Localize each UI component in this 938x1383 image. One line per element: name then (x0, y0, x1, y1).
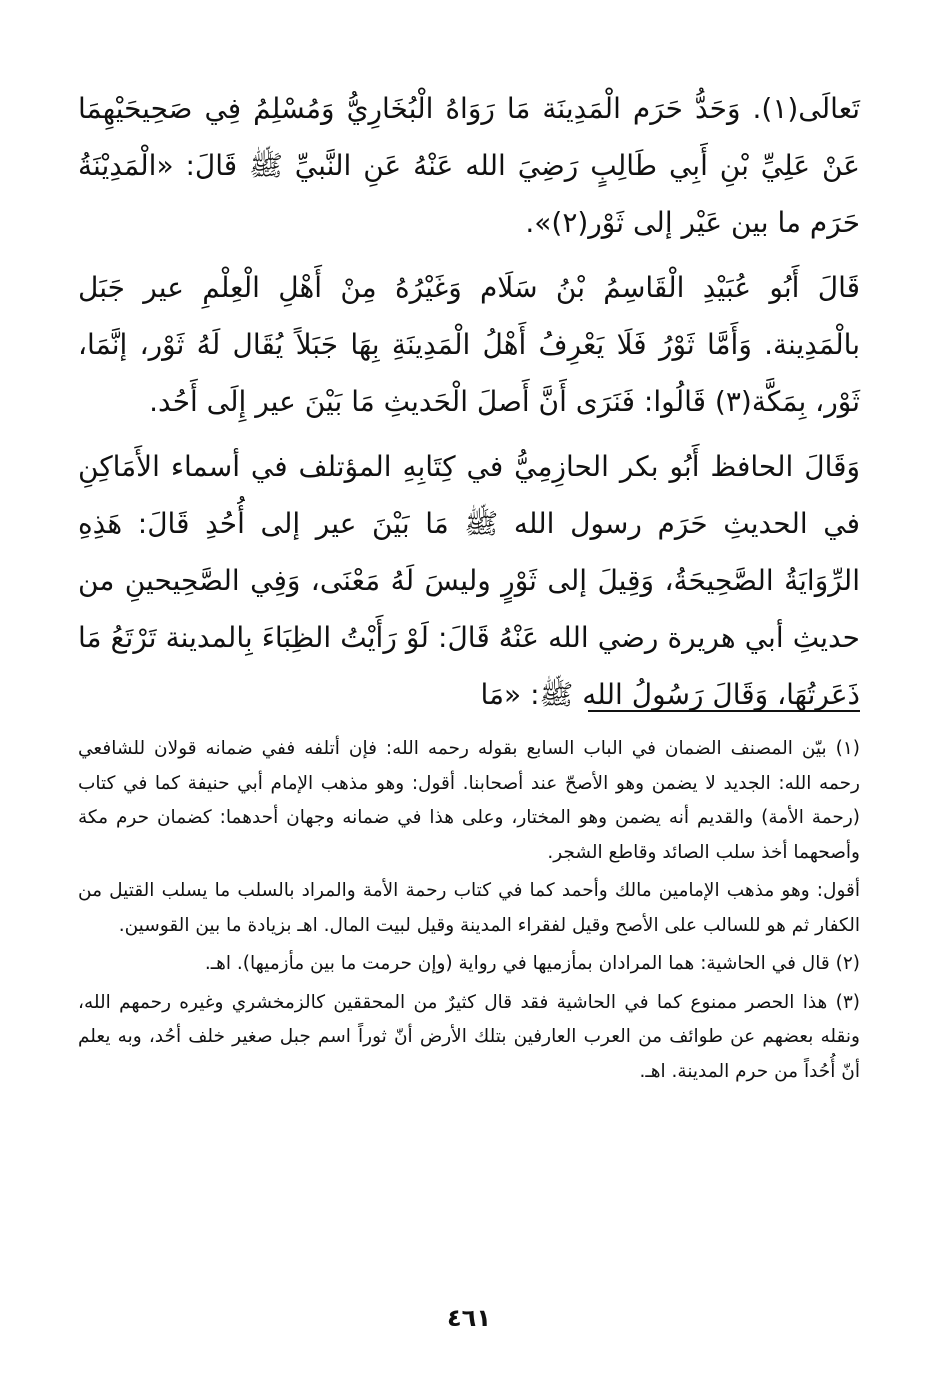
footnote-2: (٢) قال في الحاشية: هما المرادان بمأزميها في رواية (وإن حرمت ما بين مأزميها). اهـ. (204, 953, 860, 974)
main-paragraph-2: قَالَ أَبُو عُبَيْدِ الْقَاسِمُ بْنُ سَلَام وَغَيْرُهُ مِنْ أَهْلِ الْعِلْمِ عير جَبَل بالْمَدِينة. وَأَمَّا ثَوْرُ فَلَا يَعْرِفُ أَهْلُ الْمَدِينَةِ بِهَا جَبَلاً يُقَال لَهُ ثَوْر، إنَّمَا، ثَوْر، بِمَكَّة(٣) قَالُوا: فَنَرَى أَنَّ أَصلَ الْحَديثِ مَا بَيْنَ عير إِلَى أَحُد. (78, 271, 860, 418)
footnote-1: (١) بيّن المصنف الضمان في الباب السابع بقوله رحمه الله: فإن أتلفه ففي ضمانه قولان للشافعي رحمه الله: الجديد لا يضمن وهو الأصحّ عند أصحابنا. أقول: وهو مذهب الإمام أبي حنيفة كما في كتاب (رحمة الأمة) والقديم أنه يضمن وهو المختار، وعلى هذا في ضمانه وجهان أحدهما: كضمان حرم مكة وأصحهما أخذ سلب الصائد وقاطع الشجر. (78, 738, 860, 863)
footnote-1-continuation: أقول: وهو مذهب الإمامين مالك وأحمد كما في كتاب رحمة الأمة والمراد بالسلب ما يسلب القتيل من الكفار ثم هو للسالب على الأصح وقيل لفقراء المدينة وقيل لبيت المال. اهـ بزيادة ما بين القوسين. (78, 880, 860, 936)
footnote-3: (٣) هذا الحصر ممنوع كما في الحاشية فقد قال كثيرٌ من المحققين كالزمخشري وغيره رحمهم الله، ونقله بعضهم عن طوائف من العرب العارفين بتلك الأرض أنّ ثوراً اسم جبل صغير خلف أحُد، وبه يعلم أنّ أُحُداً من حرم المدينة. اهـ. (78, 991, 860, 1082)
main-text (78, 80, 860, 723)
book-page (78, 80, 860, 1360)
main-paragraph-3: وَقَالَ الحافظ أَبُو بكر الحازِمِيُّ في كِتَابِهِ المؤتلف في أسماء الأَمَاكِنِ في الحديثِ حَرَم رسول الله ﷺ مَا بَيْنَ عير إلى أُحُدِ قَالَ: هَذِهِ الرِّوَايَةُ الصَّحِيحَةُ، وَقِيلَ إلى ثَوْرٍ وليسَ لَهُ مَعْنَى، وَفِي الصَّحِيحينِ من حديثِ أبي هريرة رضي الله عَنْهُ قَالَ: لَوْ رَأَيْتُ الظِبَاءَ بِالمدينة تَرْتَعُ مَا ذَعَرتُهَا، وَقَالَ رَسُولُ الله ﷺ: «مَا (78, 450, 860, 711)
footnotes (78, 732, 860, 1089)
page-number: ٤٦١ (447, 1304, 491, 1332)
main-paragraph-1: تَعالَى(١). وَحَدُّ حَرَم الْمَدِينَة مَا رَوَاهُ الْبُخَارِيُّ وَمُسْلِمُ فِي صَحِيحَيْهِمَا عَنْ عَلِيِّ بْنِ أَبِي طَالِبٍ رَضِيَ الله عَنْهُ عَنِ النَّبيِّ ﷺ قَالَ: «الْمَدِيْنَةُ حَرَم ما بين عَيْر إلى ثَوْر(٢)». (78, 92, 860, 239)
footnote-separator (588, 710, 860, 712)
